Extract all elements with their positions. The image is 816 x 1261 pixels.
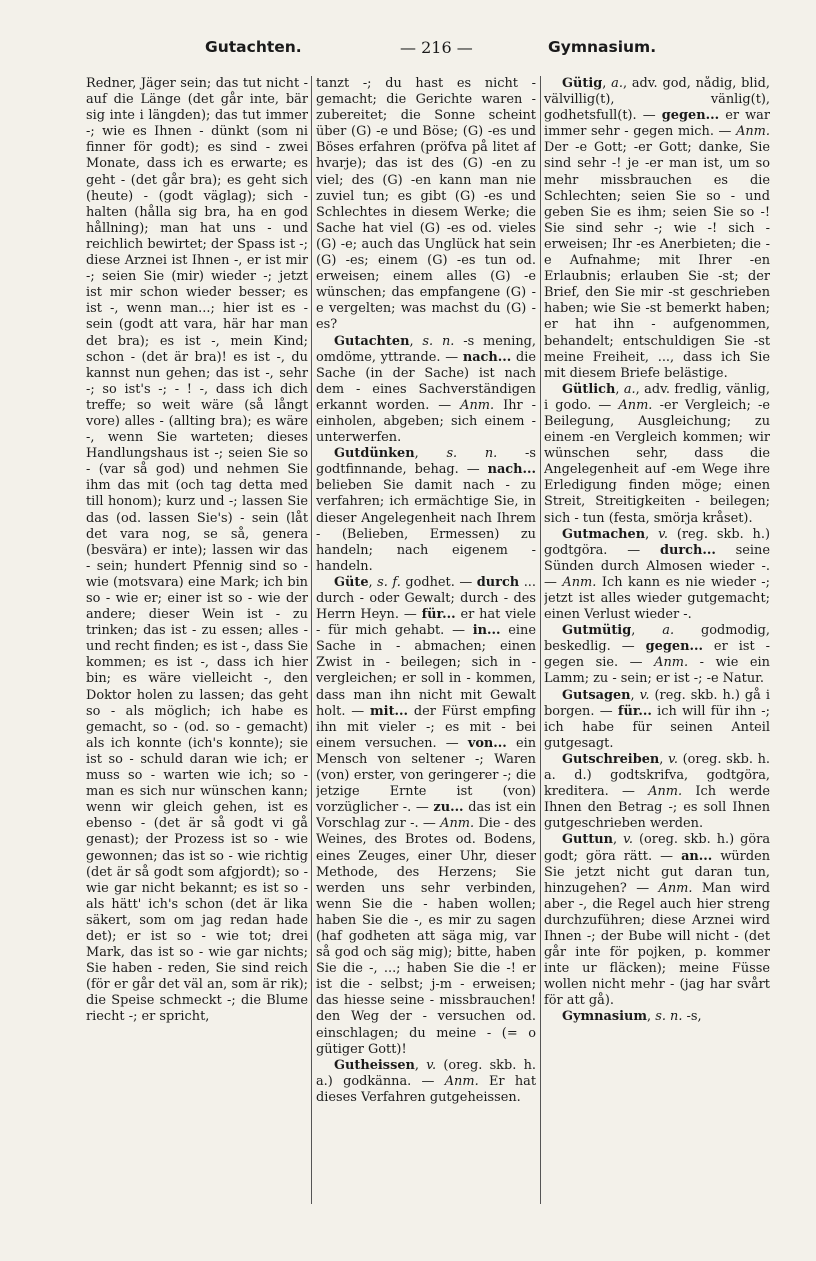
column-3 xyxy=(544,76,770,1026)
dictionary-entry: Gymnasium, s. n. -s, xyxy=(562,1009,702,1025)
dictionary-entry: Gutdünken, s. n. -s godtfinnande, behag. — nach... belieben Sie damit nach - zu verfahren; ich ermächtige Sie, in dieser Angelegenheit nach Ihrem - (Belieben, Ermessen) zu handeln; nach eigenem - handeln. xyxy=(316,446,536,574)
dictionary-page xyxy=(70,28,780,1238)
column-2 xyxy=(316,76,536,1106)
dictionary-entry: Gutsagen, v. (reg. skb. h.) gå i borgen. — für... ich will für ihn -; ich habe für seinen Anteil gutgesagt. xyxy=(544,687,770,751)
dictionary-entry: Gutmütig, a. godmodig, beskedlig. — gegen... er ist - gegen sie. — Anm. - wie ein Lamm; zu - sein; er ist -; -e Natur. xyxy=(544,623,770,687)
dictionary-entry: Gutmachen, v. (reg. skb. h.) godtgöra. — durch... seine Sünden durch Almosen wieder -. — Anm. Ich kann es nie wieder -; jetzt ist alles wieder gutgemacht; einen Verlust wieder -. xyxy=(544,526,770,623)
dictionary-entry: Gütig, a., adv. god, nådig, blid, välvillig(t), vänlig(t), godhetsfull(t). — gegen... er war immer sehr - gegen mich. — Anm. Der -e Gott; -er Gott; danke, Sie sind sehr -! je -er man ist, um so mehr missbrauchen es die Schlechten; seien Sie so - und geben Sie es ihm; seien Sie so -! Sie sind sehr -; wie -! sich - erweisen; Ihr -es Anerbieten; die -e Aufnahme; mit Ihrer -en Erlaubnis; erlauben Sie -st; der Brief, den Sie mir -st geschrieben haben; wie Sie -st bemerkt haben; er hat ihn - aufgenommen, behandelt; entschuldigen Sie -st meine Freiheit, ..., dass ich Sie mit diesem Briefe belästige. xyxy=(544,76,770,381)
column-rule xyxy=(311,76,312,1204)
page-number: — 216 — xyxy=(400,38,473,57)
page-header xyxy=(70,38,780,66)
dictionary-entry: Redner, Jäger sein; das tut nicht - auf die Länge (det går inte, bär sig inte i längden); das tut immer -; wie es Ihnen - dünkt (som ni finner för godt); es sind - zwei Monate, dass ich es erwarte; es geht - (det går bra); es geht sich (heute) - (godt väglag); sich - halten (hålla sig bra, ha en god hållning); man hat uns - und reichlich bewirtet; der Spass ist -; diese Arznei ist Ihnen -, er ist mir -; seien Sie (mir) wieder -; jetzt ist mir schon wieder besser; es ist -, wenn man...; hier ist es - sein (godt att vara, här har man det bra); es ist -, mein Kind; schon - (det är bra)! es ist -, du kannst nun gehen; das ist -, sehr -; so ist's -; - ! -, dass ich dich treffe; so weit wäre (så långt vore) alles - (allting bra); es wäre -, wenn Sie warteten; dieses Handlungshaus ist -; seien Sie so - (var så god) und nehmen Sie ihm das mit (och tag detta med till honom); kurz und -; lassen Sie das (od. lassen Sie's) - sein (låt det vara nog, se så, genera (besvära) er inte); lassen wir das - sein; hundert Pfennig sind so - wie (motsvara) eine Mark; ich bin so - wie er; einer ist so - wie der andere; dieser Wein ist - zu trinken; das ist - zu essen; alles - und recht finden; es ist -, dass Sie kommen; es ist -, dass ich hier bin; es wäre vielleicht -, den Doktor holen zu lassen; das geht so - als möglich; ich habe es gemacht, so - (od. so - gemacht) als ich konnte (ich's konnte); sie ist so - schuld daran wie ich; er muss so - warten wie ich; so - man es sich nur wünschen kann; wenn wir gleich gehen, ist es ebenso - (det är så godt vi gå genast); der Prozess ist so - wie gewonnen; das ist so - wie richtig (det är så godt som afgjordt); so - wie gar nicht bekannt; es ist so - als hätt' ich's schon (det är lika säkert, som om jag redan hade det); er ist so - wie tot; drei Mark, das ist so - wie gar nichts; Sie haben - reden, Sie sind reich (för er går det väl an, som är rik); die Speise schmeckt -; die Blume riecht -; er spricht, xyxy=(86,76,308,1025)
column-1 xyxy=(86,76,308,1026)
dictionary-entry: Gutachten, s. n. -s mening, omdöme, yttrande. — nach... die Sache (in der Sache) ist nach dem - eines Sachverständigen erkannt worden. — Anm. Ihr - einholen, abgeben; sich einem - unterwerfen. xyxy=(316,333,536,446)
header-right-catchword: Gymnasium. xyxy=(548,38,657,56)
dictionary-entry: Guttun, v. (oreg. skb. h.) göra godt; göra rätt. — an... würden Sie jetzt nicht gut daran tun, hinzugehen? — Anm. Man wird aber -, die Regel auch hier streng durchzuführen; diese Arznei wird Ihnen -; der Bube will nicht - (det går inte för pojken, p. kommer inte ur fläcken); meine Füsse wollen nicht mehr - (jag har svårt för att gå). xyxy=(544,832,770,1009)
dictionary-entry: Güte, s. f. godhet. — durch ... durch - oder Gewalt; durch - des Herrn Heyn. — für... er hat viele - für mich gehabt. — in... eine Sache in - abmachen; einen Zwist in - beilegen; sich in - vergleichen; er soll in - kommen, dass man ihn nicht mit Gewalt holt. — mit... der Fürst empfing ihn mit vieler -; es mit - bei einem versuchen. — von... ein Mensch von seltener -; Waren (von) erster, von geringerer -; die jetzige Ernte ist (von) vorzüglicher -. — zu... das ist ein Vorschlag zur -. — Anm. Die - des Weines, des Brotes od. Bodens, eines Zeuges, einer Uhr, dieser Methode, des Herzens; Sie werden uns sehr verbinden, wenn Sie die - haben wollen; haben Sie die -, es mir zu sagen (haf godheten att säga mig, var så god och säg mig); bitte, haben Sie die -, ...; haben Sie die -! er ist die - selbst; j-m - erweisen; das hiesse seine - missbrauchen! den Weg der - versuchen od. einschlagen; du meine - (= o gütiger Gott)! xyxy=(316,574,536,1057)
header-left-catchword: Gutachten. xyxy=(205,38,302,56)
dictionary-entry: tanzt -; du hast es nicht - gemacht; die Gerichte waren - zubereitet; die Sonne scheint über (G) -e und Böse; (G) -es und Böses erfahren (pröfva på litet af hvarje); das ist des (G) -en zu viel; des (G) -en kann man nie zuviel tun; es gibt (G) -es und Schlechtes in diesem Werke; die Sache hat viel (G) -es od. vieles (G) -e; auch das Unglück hat sein (G) -es; einem (G) -es tun od. erweisen; einem alles (G) -e wünschen; das empfangene (G) -e vergelten; was machst du (G) -es? xyxy=(316,76,536,333)
dictionary-entry: Gutschreiben, v. (oreg. skb. h. a. d.) godtskrifva, godtgöra, kreditera. — Anm. Ich werde Ihnen den Betrag -; es soll Ihnen gutgeschrieben werden. xyxy=(544,751,770,832)
dictionary-entry: Gütlich, a., adv. fredlig, vänlig, i godo. — Anm. -er Vergleich; -e Beilegung, Ausgleichung; zu einem -en Vergleich kommen; wir wünschen sehr, dass die Angelegenheit auf -em Wege ihre Erledigung finden möge; einen Streit, Streitigkeiten - beilegen; sich - tun (festa, smörja kråset). xyxy=(544,381,770,526)
dictionary-entry: Gutheissen, v. (oreg. skb. h. a.) godkänna. — Anm. Er hat dieses Verfahren gutgeheissen. xyxy=(316,1057,536,1105)
column-rule xyxy=(540,76,541,1204)
